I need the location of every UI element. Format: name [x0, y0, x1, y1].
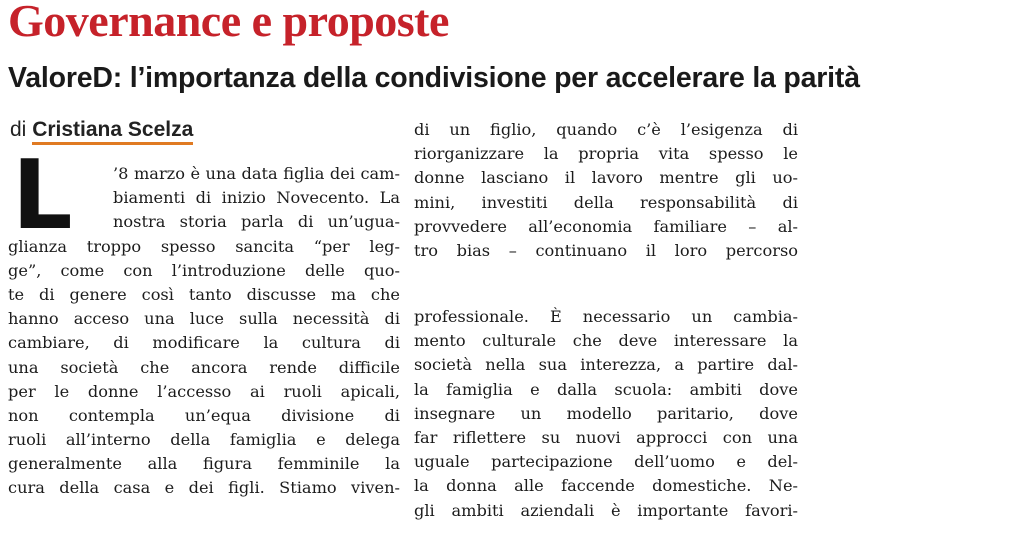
text-line: te di genere così tanto discusse ma che: [8, 284, 400, 304]
text-line: far riflettere su nuovi approcci con una: [414, 427, 798, 447]
text-line: uguale partecipazione dell’uomo e del-: [414, 452, 798, 472]
text-line: biamenti di inizio Novecento. La: [113, 188, 400, 208]
text-line: cura della casa e dei figli. Stiamo viven-: [8, 478, 400, 498]
article-column-right-top: [414, 118, 798, 263]
article-headline: ValoreD: l’importanza della condivisione per accelerare la parità: [8, 62, 860, 94]
text-line: la donna alle faccende domestiche. Ne-: [414, 476, 798, 496]
text-line: di un figlio, quando c’è l’esigenza di: [414, 120, 798, 139]
text-line: per le donne l’accesso ai ruoli apicali,: [8, 381, 400, 401]
text-line: mento culturale che deve interessare la: [414, 331, 798, 351]
text-line: mini, investiti della responsabilità di: [414, 192, 798, 212]
text-line: glianza troppo spesso sancita “per leg-: [8, 236, 400, 256]
text-line: ge”, come con l’introduzione delle quo-: [8, 260, 400, 280]
byline: [10, 118, 193, 142]
text-line: nostra storia parla di un’ugua-: [113, 212, 400, 232]
article-column-right-bottom: [414, 305, 798, 523]
text-line: riorganizzare la propria vita spesso le: [414, 144, 798, 164]
text-line: tro bias – continuano il loro percorso: [414, 240, 798, 260]
text-line: la famiglia e dalla scuola: ambiti dove: [414, 379, 798, 399]
drop-cap: L: [12, 141, 73, 251]
text-line: insegnare un modello paritario, dove: [414, 403, 798, 423]
text-line: ruoli all’interno della famiglia e delega: [8, 430, 400, 450]
byline-prefix: di: [10, 118, 27, 141]
text-line: donne lasciano il lavoro mentre gli uo-: [414, 168, 798, 188]
section-title: Governance e proposte: [8, 0, 449, 46]
text-line: gli ambiti aziendali è importante favori-: [414, 500, 798, 520]
text-line: provvedere all’economia familiare – al-: [414, 216, 798, 236]
text-line: ’8 marzo è una data figlia dei cam-: [113, 164, 400, 183]
text-line: hanno acceso una luce sulla necessità di: [8, 309, 400, 329]
text-line: generalmente alla figura femminile la: [8, 454, 400, 474]
text-line: una società che ancora rende difficile: [8, 357, 400, 377]
text-line: società nella sua interezza, a partire dal-: [414, 355, 798, 375]
author-name: Cristiana Scelza: [32, 118, 193, 145]
text-line: professionale. È necessario un cambia-: [414, 307, 798, 326]
text-line: non contempla un’equa divisione di: [8, 405, 400, 425]
text-line: cambiare, di modificare la cultura di: [8, 333, 400, 353]
article-column-left: [8, 162, 400, 501]
